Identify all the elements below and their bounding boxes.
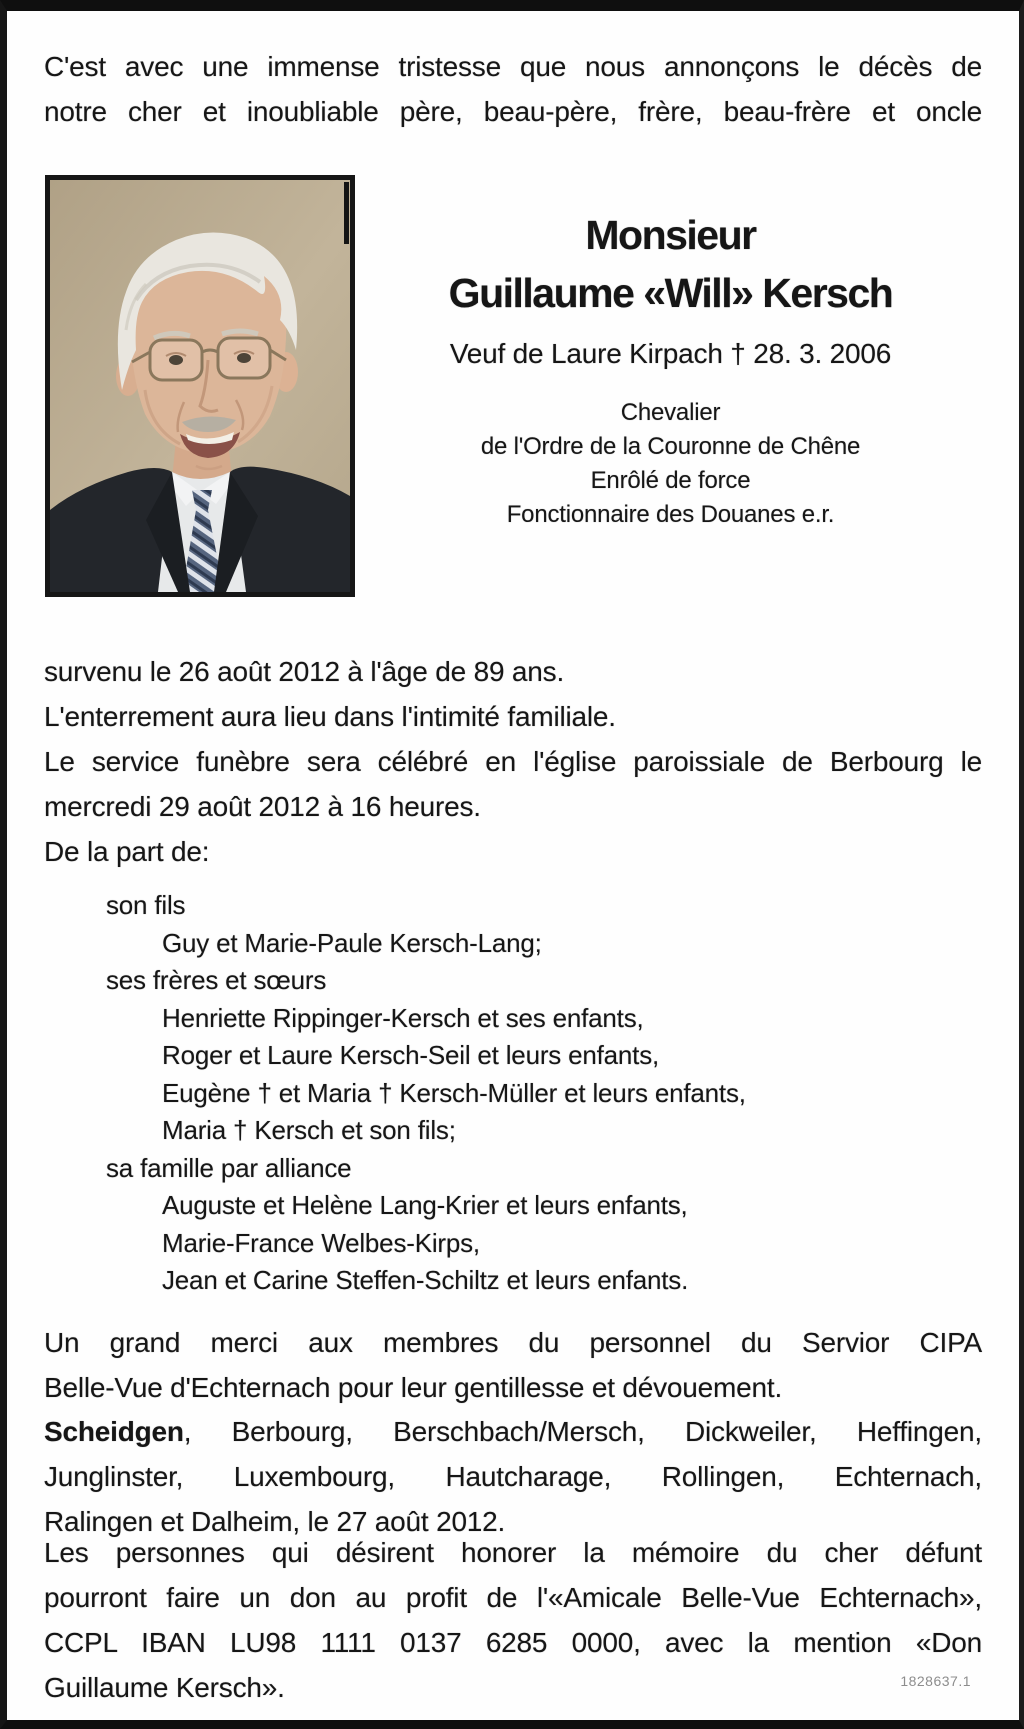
family-member: Roger et Laure Kersch-Seil et leurs enfants, [162,1040,660,1070]
places-paragraph [44,1409,982,1544]
title-monsieur: Monsieur [585,212,756,258]
honors-block [352,396,989,532]
death-line: survenu le 26 août 2012 à l'âge de 89 ans. [44,656,565,687]
thanks-paragraph [44,1320,982,1410]
places-line-3: Ralingen et Dalheim, le 27 août 2012. [44,1506,506,1537]
header-column [352,206,989,532]
donation-line-2: pourront faire un don au profit de l'«Amicale Belle-Vue Echternach», [44,1582,982,1613]
honor-line: de l'Ordre de la Couronne de Chêne [480,433,861,460]
places-bold: Scheidgen [44,1416,184,1447]
service-line-2: mercredi 29 août 2012 à 16 heures. [44,791,481,822]
donation-line-4: Guillaume Kersch». [44,1672,285,1703]
intro-line-1: C'est avec une immense tristesse que nous annonçons le décès de [44,51,982,82]
places-line-2: Junglinster, Luxembourg, Hautcharage, Rollingen, Echternach, [44,1461,982,1492]
reference-number: 1828637.1 [900,1673,971,1689]
family-member: Marie-France Welbes-Kirps, [162,1227,480,1258]
donation-line-1: Les personnes qui désirent honorer la mémoire du cher défunt [44,1537,982,1568]
family-list [44,887,982,1300]
portrait-photo-image [50,180,350,592]
honor-line: Fonctionnaire des Douanes e.r. [506,501,835,528]
family-member: ses frères et sœurs [106,965,327,995]
family-member: Henriette Rippinger-Kersch et ses enfants, [162,1002,644,1033]
portrait-photo [45,175,355,597]
places-line-1 [44,1409,982,1454]
honor-line: Enrôlé de force [590,467,751,494]
thanks-line-2: Belle-Vue d'Echternach pour leur gentillesse et dévouement. [44,1372,783,1403]
from-label: De la part de: [44,836,210,867]
family-member: Guy et Marie-Paule Kersch-Lang; [162,927,542,958]
thanks-line-1: Un grand merci aux membres du personnel du Servior CIPA [44,1327,982,1358]
family-member: sa famille par alliance [106,1152,352,1183]
family-member: Maria † Kersch et son fils; [162,1115,456,1145]
family-member: Eugène † et Maria † Kersch-Müller et leurs enfants, [162,1077,746,1108]
service-line-1: Le service funèbre sera célébré en l'église paroissiale de Berbourg le [44,746,982,777]
places-line-1-rest: , Berbourg, Berschbach/Mersch, Dickweiler, Heffingen, [183,1416,982,1447]
intro-paragraph [44,44,982,134]
honor-line: Chevalier [620,399,721,426]
burial-line: L'enterrement aura lieu dans l'intimité familiale. [44,701,616,732]
family-member: Jean et Carine Steffen-Schiltz et leurs enfants. [162,1265,689,1295]
body-block [44,649,982,874]
deceased-name: Guillaume «Will» Kersch [448,270,893,316]
family-member: son fils [106,890,186,920]
intro-line-2: notre cher et inoubliable père, beau-père, frère, beau-frère et oncle [44,96,982,127]
donation-line-3: CCPL IBAN LU98 1111 0137 6285 0000, avec la mention «Don [44,1627,982,1658]
donation-paragraph [44,1530,982,1710]
widower-line: Veuf de Laure Kirpach † 28. 3. 2006 [449,338,892,369]
family-member: Auguste et Helène Lang-Krier et leurs enfants, [162,1190,688,1220]
